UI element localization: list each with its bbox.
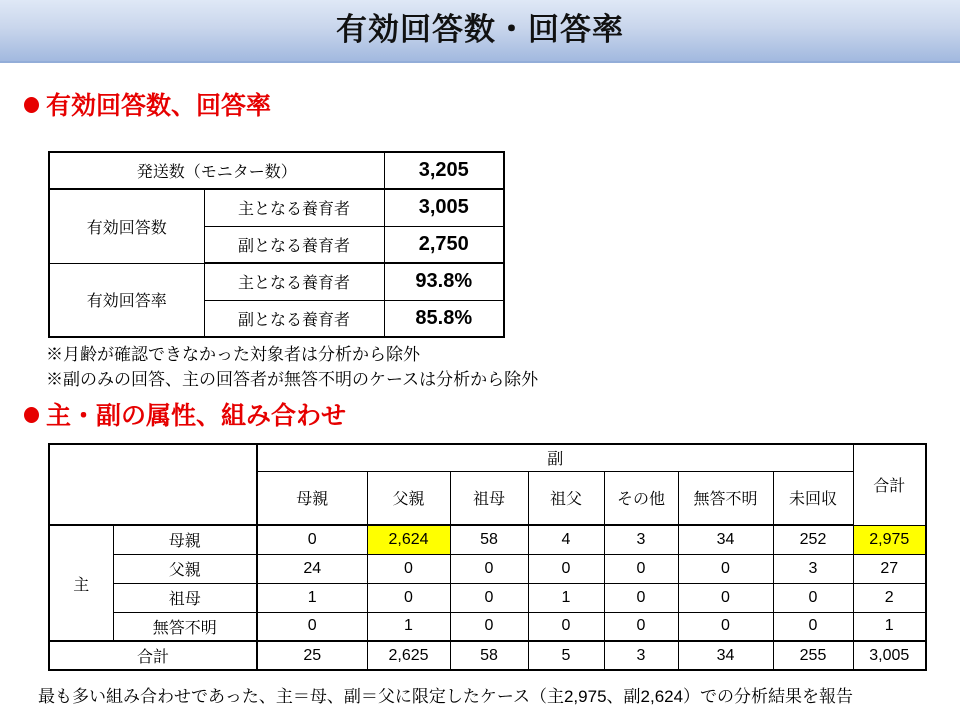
t2-cell: 3 [773,554,853,583]
bullet-icon [24,97,39,113]
t2-cell: 4 [528,525,604,554]
t1-value-secondary-rate: 85.8% [384,300,504,337]
t2-cell: 0 [257,612,367,641]
t2-colgroup-header: 副 [257,444,853,471]
t2-cell: 34 [678,641,773,670]
t2-cell: 0 [367,583,450,612]
t1-label-secondary: 副となる養育者 [204,226,384,263]
t1-label-primary: 主となる養育者 [204,263,384,300]
t1-label-primary: 主となる養育者 [204,189,384,226]
exclusion-notes [46,342,538,392]
t2-row-label: 無答不明 [113,612,257,641]
t2-col-header: 祖父 [528,471,604,525]
section1-heading [24,86,271,122]
section2-heading-label: 主・副の属性、組み合わせ [46,402,347,430]
t2-total-col-header: 合計 [853,444,926,525]
t2-cell: 0 [678,554,773,583]
t2-cell: 34 [678,525,773,554]
t2-cell: 0 [257,525,367,554]
t2-cell: 0 [450,554,528,583]
t2-corner-cell [49,444,257,525]
t2-cell: 2 [853,583,926,612]
t2-col-header: 未回収 [773,471,853,525]
t2-cell-highlighted: 2,624 [367,525,450,554]
t2-cell: 27 [853,554,926,583]
bullet-icon [24,407,39,423]
t2-rowgroup-header: 主 [49,525,113,641]
t2-cell: 0 [678,583,773,612]
t1-label-secondary: 副となる養育者 [204,300,384,337]
t2-row-label: 母親 [113,525,257,554]
t2-cell: 3 [604,641,678,670]
table-row [49,612,926,641]
t2-cell: 0 [773,583,853,612]
t1-value-primary-rate: 93.8% [384,263,504,300]
t2-row-label: 父親 [113,554,257,583]
t2-cell: 25 [257,641,367,670]
crosstab-table [48,443,927,671]
table-row [49,152,504,189]
t2-cell: 0 [528,612,604,641]
t2-cell: 252 [773,525,853,554]
analysis-footnote: 最も多い組み合わせであった、主＝母、副＝父に限定したケース（主2,975、副2,624）での分析結果を報告 [38,687,854,706]
section1-heading-label: 有効回答数、回答率 [46,92,272,120]
table-row [49,189,504,226]
t2-cell: 58 [450,641,528,670]
table-total-row [49,641,926,670]
note-line: ※副のみの回答、主の回答者が無答不明のケースは分析から除外 [46,370,539,389]
t2-cell: 1 [257,583,367,612]
t2-col-header: 無答不明 [678,471,773,525]
t2-col-header: 母親 [257,471,367,525]
t2-cell: 0 [450,612,528,641]
t2-cell: 0 [604,583,678,612]
table-row [49,583,926,612]
t2-col-header: 祖母 [450,471,528,525]
t2-cell: 0 [604,554,678,583]
note-line: ※月齢が確認できなかった対象者は分析から除外 [46,345,420,364]
t2-row-label: 祖母 [113,583,257,612]
page-title: 有効回答数・回答率 [336,12,624,47]
t2-total-row-label: 合計 [49,641,257,670]
t2-cell: 0 [367,554,450,583]
t2-cell: 255 [773,641,853,670]
t2-cell: 0 [678,612,773,641]
t2-cell-highlighted: 2,975 [853,525,926,554]
t2-cell: 1 [528,583,604,612]
t2-col-header: その他 [604,471,678,525]
section2-heading [24,396,346,432]
table-row [49,525,926,554]
t2-cell: 5 [528,641,604,670]
t2-cell: 2,625 [367,641,450,670]
t2-cell: 0 [450,583,528,612]
t2-cell: 0 [604,612,678,641]
table-row [49,263,504,300]
t1-label-shipped: 発送数（モニター数） [49,152,384,189]
t2-cell: 58 [450,525,528,554]
t2-cell: 0 [773,612,853,641]
table-header-row [49,444,926,471]
t1-value-primary-count: 3,005 [384,189,504,226]
t1-value-secondary-count: 2,750 [384,226,504,263]
response-summary-table [48,151,505,338]
t2-cell: 0 [528,554,604,583]
t2-cell: 3 [604,525,678,554]
t1-group-valid-rate: 有効回答率 [49,263,204,337]
slide-title-bar [0,0,960,63]
t2-cell: 1 [367,612,450,641]
t2-cell: 1 [853,612,926,641]
table-row [49,554,926,583]
t2-cell: 24 [257,554,367,583]
t2-col-header: 父親 [367,471,450,525]
t1-value-shipped: 3,205 [384,152,504,189]
t1-group-valid-count: 有効回答数 [49,189,204,263]
t2-cell: 3,005 [853,641,926,670]
